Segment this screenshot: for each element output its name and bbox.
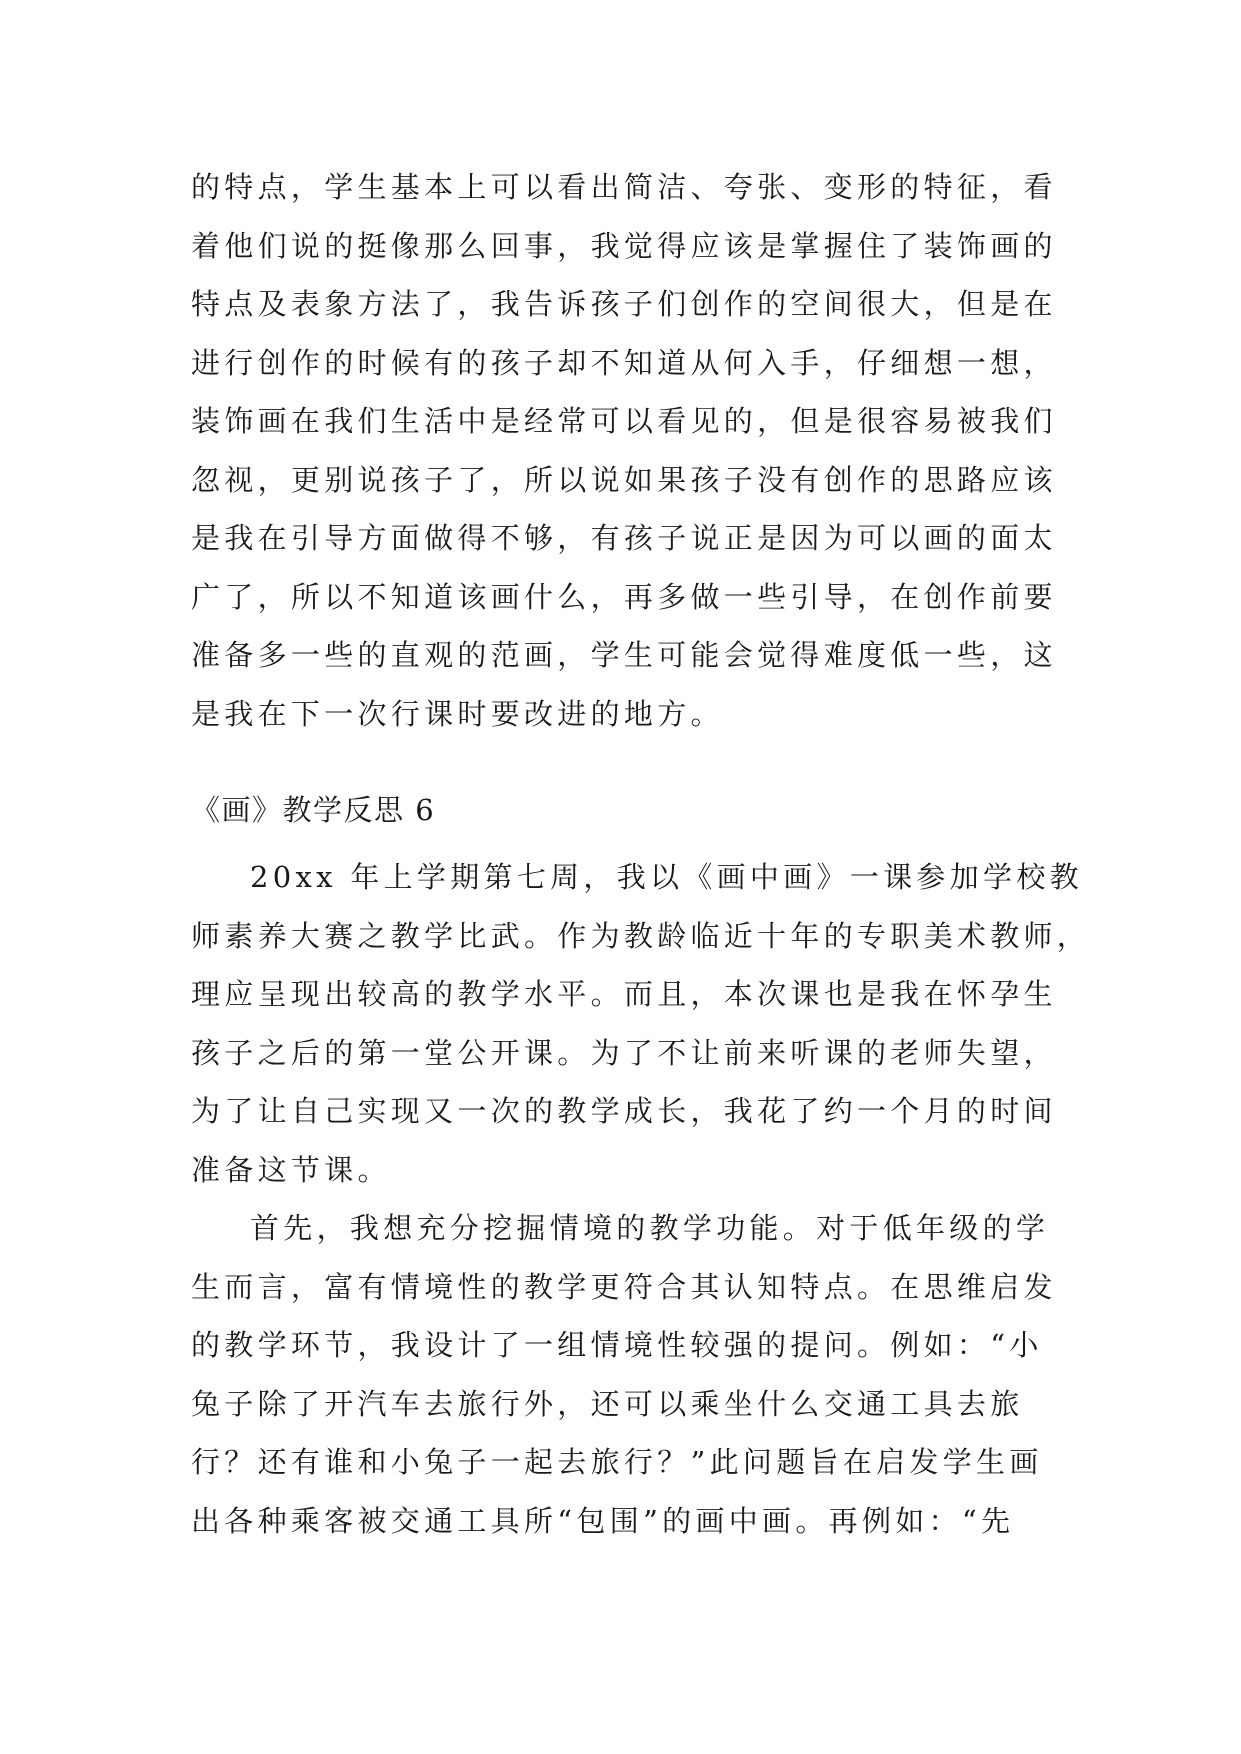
text-line: 的教学环节，我设计了一组情境性较强的提问。例如：“小 — [191, 1328, 1043, 1362]
text-line: 孩子之后的第一堂公开课。为了不让前来听课的老师失望， — [191, 1036, 1057, 1070]
text-line: 的特点，学生基本上可以看出简洁、夸张、变形的特征，看 — [191, 170, 1057, 204]
text-line: 是我在引导方面做得不够，有孩子说正是因为可以画的面太 — [191, 521, 1057, 555]
text-line: 进行创作的时候有的孩子却不知道从何入手，仔细想一想， — [191, 346, 1057, 380]
text-line: 生而言，富有情境性的教学更符合其认知特点。在思维启发 — [191, 1270, 1057, 1304]
text-line: 是我在下一次行课时要改进的地方。 — [191, 697, 724, 731]
text-line: 特点及表象方法了，我告诉孩子们创作的空间很大，但是在 — [191, 287, 1057, 321]
text-line: 理应呈现出较高的教学水平。而且，本次课也是我在怀孕生 — [191, 977, 1057, 1011]
text-line: 准备多一些的直观的范画，学生可能会觉得难度低一些，这 — [191, 638, 1057, 672]
text-line: 忽视，更别说孩子了，所以说如果孩子没有创作的思路应该 — [191, 463, 1057, 497]
text-line: 着他们说的挺像那么回事，我觉得应该是掌握住了装饰画的 — [191, 229, 1057, 263]
text-line: 装饰画在我们生活中是经常可以看见的，但是很容易被我们 — [191, 404, 1057, 438]
text-line: 师素养大赛之教学比武。作为教龄临近十年的专职美术教师， — [191, 919, 1091, 953]
text-line: 行？还有谁和小兔子一起去旅行？”此问题旨在启发学生画 — [191, 1445, 1043, 1479]
text-line: 兔子除了开汽车去旅行外，还可以乘坐什么交通工具去旅 — [191, 1387, 1024, 1421]
text-line: 准备这节课。 — [191, 1153, 391, 1187]
section-heading: 《画》教学反思 6 — [191, 793, 436, 827]
text-line: 广了，所以不知道该画什么，再多做一些引导，在创作前要 — [191, 580, 1057, 614]
text-line: 首先，我想充分挖掘情境的教学功能。对于低年级的学 — [250, 1211, 1050, 1245]
text-line: 为了让自己实现又一次的教学成长，我花了约一个月的时间 — [191, 1094, 1057, 1128]
text-line: 20xx 年上学期第七周，我以《画中画》一课参加学校教 — [250, 860, 1083, 894]
text-line: 出各种乘客被交通工具所“包围”的画中画。再例如：“先 — [191, 1504, 1015, 1538]
